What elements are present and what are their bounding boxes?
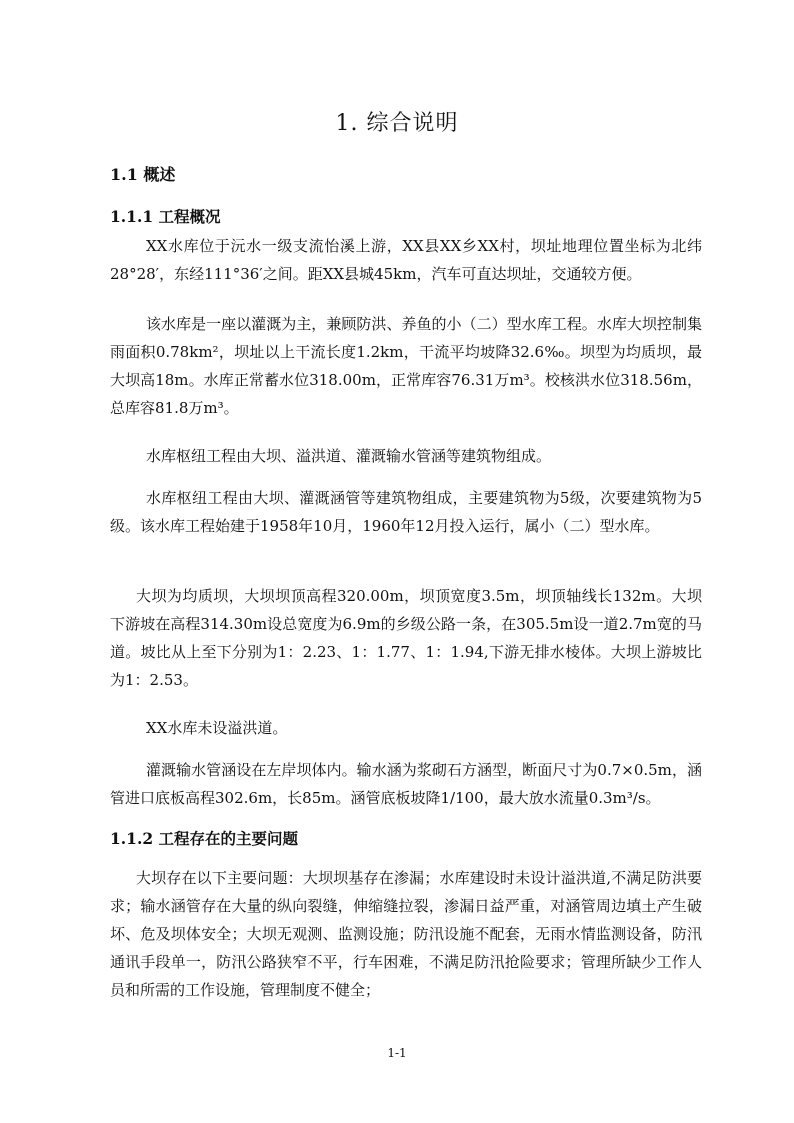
section-heading-1-1-1: 1.1.1 工程概况 [110,207,221,226]
section-heading-1-1-2: 1.1.2 工程存在的主要问题 [110,829,299,848]
paragraph-reservoir-overview: 该水库是一座以灌溉为主，兼顾防洪、养鱼的小（二）型水库工程。水库大坝控制集雨面积0.78km²，坝址以上干流长度1.2km，干流平均坡降32.6‰。坝型为均质坝，最大坝高18m。水库正常蓄水位318.00m，正常库容76.31万m³。校核洪水位318.56m，总库容81.8万m³。 [110,315,702,417]
paragraph-hub-history: 水库枢纽工程由大坝、灌溉涵管等建筑物组成，主要建筑物为5级，次要建筑物为5级。该水库工程始建于1958年10月，1960年12月投入运行，属小（二）型水库。 [110,489,702,535]
section-heading-1-1: 1.1 概述 [110,165,176,184]
paragraph-hub-components: 水库枢纽工程由大坝、溢洪道、灌溉输水管涵等建筑物组成。 [146,447,552,465]
page-title: 1. 综合说明 [335,111,459,136]
paragraph-dam-description: 大坝为均质坝，大坝坝顶高程320.00m，坝顶宽度3.5m，坝顶轴线长132m。大坝下游坡在高程314.30m设总宽度为6.9m的乡级公路一条，在305.5m设一道2.7m宽的马道。坡比从上至下分别为1：2.23、1：1.77、1：1.94,下游无排水棱体。大坝上游坡比为1：2.53。 [110,587,702,689]
paragraph-main-problems: 大坝存在以下主要问题：大坝坝基存在渗漏；水库建设时未设计溢洪道,不满足防洪要求；输水涵管存在大量的纵向裂缝，伸缩缝拉裂，渗漏日益严重，对涵管周边填土产生破坏、危及坝体安全；大坝无观测、监测设施；防汛设施不配套，无雨水情监测设备，防汛通讯手段单一，防汛公路狭窄不平，行车困难，不满足防汛抢险要求；管理所缺少工作人员和所需的工作设施，管理制度不健全； [110,869,702,999]
paragraph-spillway: XX水库未设溢洪道。 [146,719,288,737]
page-number: 1-1 [387,1046,407,1060]
paragraph-culvert: 灌溉输水管涵设在左岸坝体内。输水涵为浆砌石方涵型，断面尺寸为0.7×0.5m，涵管进口底板高程302.6m，长85m。涵管底板坡降1/100，最大放水流量0.3m³/s。 [110,761,702,807]
paragraph-location: XX水库位于沅水一级支流怡溪上游，XX县XX乡XX村，坝址地理位置坐标为北纬28°28′，东经111°36′之间。距XX县城45km，汽车可直达坝址，交通较方便。 [110,237,702,283]
